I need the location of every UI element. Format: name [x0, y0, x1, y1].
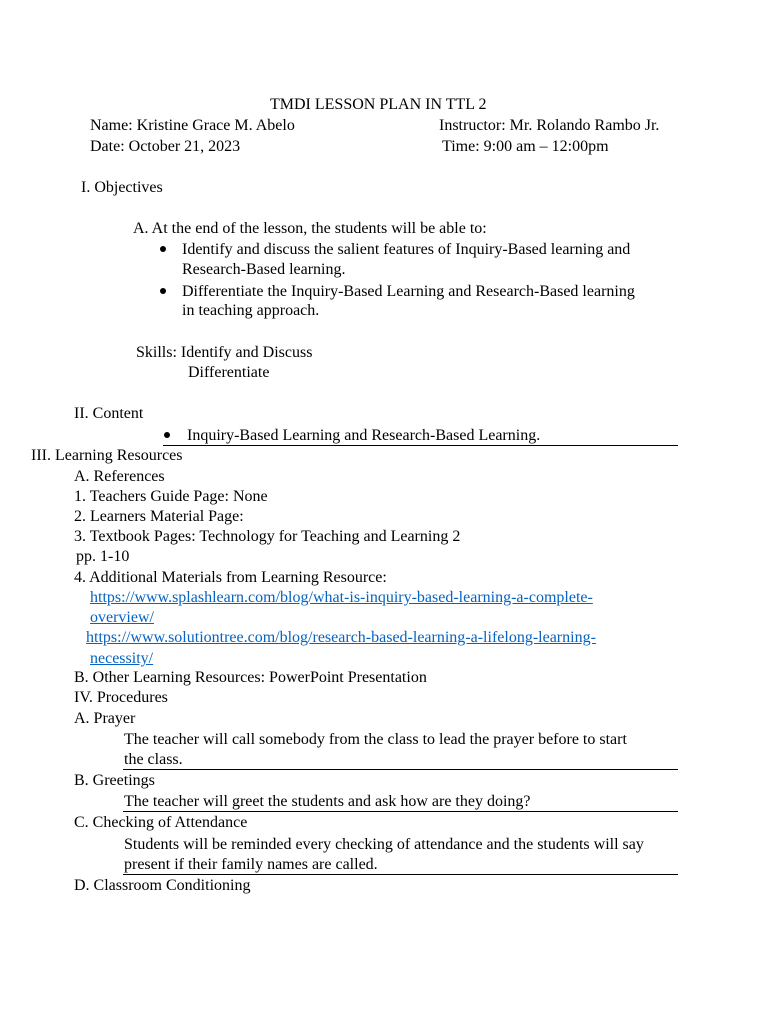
- objective-bullet-2-line-1: Differentiate the Inquiry-Based Learning and Research-Based learning: [182, 283, 635, 300]
- textbook-pages-item: 3. Textbook Pages: Technology for Teaching and Learning 2: [74, 528, 461, 545]
- objective-bullet-2-line-2: in teaching approach.: [182, 302, 320, 319]
- lesson-time: Time: 9:00 am – 12:00pm: [442, 138, 609, 155]
- classroom-conditioning-label: D. Classroom Conditioning: [74, 877, 251, 894]
- student-name: Name: Kristine Grace M. Abelo: [90, 117, 295, 134]
- content-heading: II. Content: [74, 405, 144, 422]
- attendance-text-line-1: Students will be reminded every checking of attendance and the students will say: [124, 836, 644, 853]
- teachers-guide-item: 1. Teachers Guide Page: None: [74, 488, 268, 505]
- attendance-underline: [123, 874, 678, 875]
- splashlearn-link-line-1[interactable]: https://www.splashlearn.com/blog/what-is-inquiry-based-learning-a-complete-: [90, 589, 593, 606]
- prayer-underline: [123, 769, 678, 770]
- learners-material-item: 2. Learners Material Page:: [74, 508, 244, 525]
- attendance-text-line-2: present if their family names are called.: [124, 856, 378, 873]
- content-underline: [163, 445, 678, 446]
- skills-line-2: Differentiate: [188, 364, 270, 381]
- solutiontree-link-line-2[interactable]: necessity/: [90, 650, 154, 667]
- additional-materials-item: 4. Additional Materials from Learning Resource:: [74, 569, 387, 586]
- prayer-text-line-2: the class.: [124, 751, 183, 768]
- solutiontree-link-line-1[interactable]: https://www.solutiontree.com/blog/research-based-learning-a-lifelong-learning-: [86, 629, 596, 646]
- objectives-intro: A. At the end of the lesson, the students will be able to:: [133, 220, 487, 237]
- greetings-text-line-1: The teacher will greet the students and ask how are they doing?: [124, 793, 531, 810]
- skills-line-1: Skills: Identify and Discuss: [136, 344, 313, 361]
- bullet-icon: [164, 432, 170, 438]
- document-title: TMDI LESSON PLAN IN TTL 2: [270, 96, 487, 113]
- greetings-label: B. Greetings: [74, 772, 155, 789]
- bullet-icon: [160, 246, 166, 252]
- prayer-label: A. Prayer: [74, 710, 136, 727]
- procedures-heading: IV. Procedures: [74, 689, 168, 706]
- splashlearn-link-line-2[interactable]: overview/: [90, 609, 154, 626]
- content-bullet: Inquiry-Based Learning and Research-Based Learning.: [187, 427, 541, 444]
- objective-bullet-1-line-1: Identify and discuss the salient features of Inquiry-Based learning and: [182, 241, 631, 258]
- references-label: A. References: [74, 468, 165, 485]
- bullet-icon: [160, 288, 166, 294]
- lesson-date: Date: October 21, 2023: [90, 138, 241, 155]
- other-resources-item: B. Other Learning Resources: PowerPoint Presentation: [74, 669, 427, 686]
- attendance-label: C. Checking of Attendance: [74, 814, 248, 831]
- objectives-heading: I. Objectives: [81, 179, 163, 196]
- instructor-name: Instructor: Mr. Rolando Rambo Jr.: [439, 117, 660, 134]
- prayer-text-line-1: The teacher will call somebody from the class to lead the prayer before to start: [124, 731, 627, 748]
- objective-bullet-1-line-2: Research-Based learning.: [182, 261, 346, 278]
- textbook-page-range: pp. 1-10: [76, 548, 130, 565]
- greetings-underline: [123, 811, 678, 812]
- resources-heading: III. Learning Resources: [31, 447, 183, 464]
